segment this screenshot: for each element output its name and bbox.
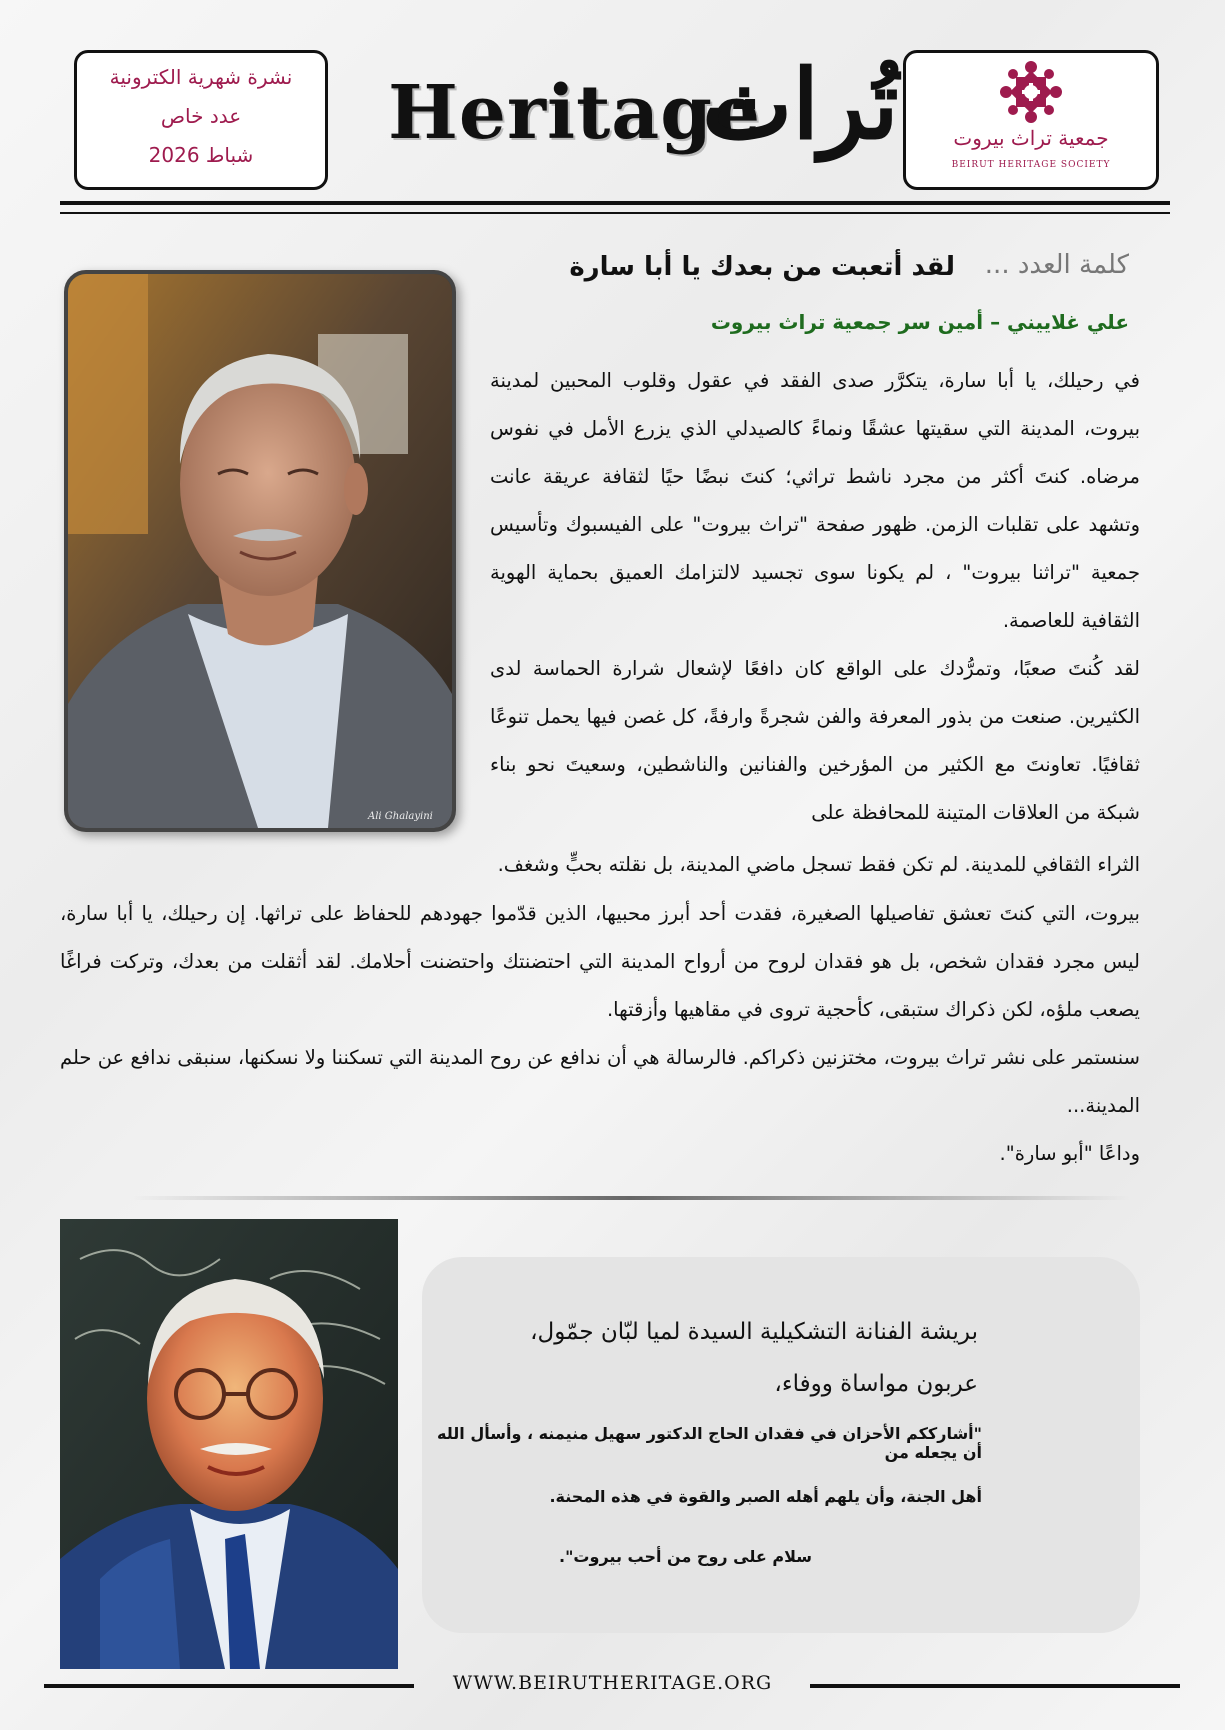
painted-portrait-icon [60,1219,398,1669]
tribute-quote-line-2: أهل الجنة، وأن يلهم أهله الصبر والقوة في هذه المحنة. [549,1487,982,1506]
author-photo [64,270,456,832]
issue-date: شباط 2026 [148,143,254,167]
section-divider [130,1196,1130,1200]
paragraph-3: الثراء الثقافي للمدينة. لم تكن فقط تسجل ماضي المدينة، بل نقلته بحبٍّ وشغف. [497,853,1140,876]
paragraph-2: لقد كُنتَ صعبًا، وتمرُّدك على الواقع كان دافعًا لإشعال شرارة الحماسة لدى الكثيرين. صنعت من بذور المعرفة والفن شجرةً وارفةً، كل غصن فيها يحمل تنوعًا ثقافيًا. تعاونتَ مع الكثير من المؤرخين والفنانين والناشطين، وسعيتَ نحو بناء شبكة من العلاقات المتينة للمحافظة على [490,657,1140,824]
header-rule-bottom [60,212,1170,214]
tribute-quote-line-3: سلام على روح من أحب بيروت". [559,1547,812,1566]
society-emblem-icon [1000,61,1062,123]
issue-type: نشرة شهرية الكترونية [109,65,293,89]
paragraph-5: سنستمر على نشر تراث بيروت، مختزنين ذكراكم. فالرسالة هي أن ندافع عن روح المدينة التي تسكننا ولا نسكنها، سنبقى ندافع عن حلم المدينة... [60,1046,1140,1117]
masthead-title-ar: تُراث [702,48,899,161]
issue-info-box [74,50,328,190]
paragraph-1: في رحيلك، يا أبا سارة، يتكرَّر صدى الفقد في عقول وقلوب المحبين لمدينة بيروت، المدينة التي سقيتها عشقًا ونماءً كالصيدلي الذي يزرع الأمل في نفوس مرضاه. كنتَ أكثر من مجرد ناشط تراثي؛ كنتَ نبضًا حيًا لثقافة عريقة عانت وتشهد على تقلبات الزمن. ظهور صفحة "تراث بيروت" على الفيسبوك وتأسيس جمعية "تراثنا بيروت" ، لم يكونا سوى تجسيد لالتزامك العميق بحماية الهوية الثقافية للعاصمة. [490,369,1140,632]
photo-signature: Ali Ghalayini [368,811,433,822]
masthead-title-en: Heritage [388,70,762,156]
tribute-box [422,1257,1140,1633]
society-name-en: BEIRUT HERITAGE SOCIETY [951,160,1111,170]
tribute-line-2: عربون مواساة ووفاء، [774,1371,978,1397]
section-label: كلمة العدد ... [984,250,1129,280]
article-headline: لقد أتعبت من بعدك يا أبا سارة [569,252,955,282]
article-byline: علي غلاييني – أمين سر جمعية تراث بيروت [710,310,1129,334]
painted-portrait [60,1219,398,1669]
tribute-line-1: بريشة الفنانة التشكيلية السيدة لميا لبّان جمّول، [530,1319,978,1345]
society-logo-box [903,50,1159,190]
tribute-quote-line-1: "أشارككم الأحزان في فقدان الحاج الدكتور سهيل منيمنه ، وأسأل الله أن يجعله من [437,1424,982,1462]
header-rule-top [60,201,1170,205]
website-url: WWW.BEIRUTHERITAGE.ORG [452,1672,773,1694]
society-name-ar: جمعية تراث بيروت [953,126,1109,150]
paragraph-6: وداعًا "أبو سارة". [999,1142,1140,1165]
paragraph-4: بيروت، التي كنتَ تعشق تفاصيلها الصغيرة، فقدت أحد أبرز محبيها، الذين قدّموا جهودهم للحفاظ على تراثها. إن رحيلك، يا أبا سارة، ليس مجرد فقدان شخص، بل هو فقدان لروح من أرواح المدينة التي احتضنتك واحتضنت أحلامك. لقد أثقلت من بعدك، وتركت فراغًا يصعب ملؤه، لكن ذكراك ستبقى، كأحجية تروى في مقاهيها وأزقتها. [60,902,1140,1021]
man-portrait-photo-icon [68,274,452,828]
footer-rule-right [810,1684,1180,1688]
issue-special: عدد خاص [160,104,242,128]
